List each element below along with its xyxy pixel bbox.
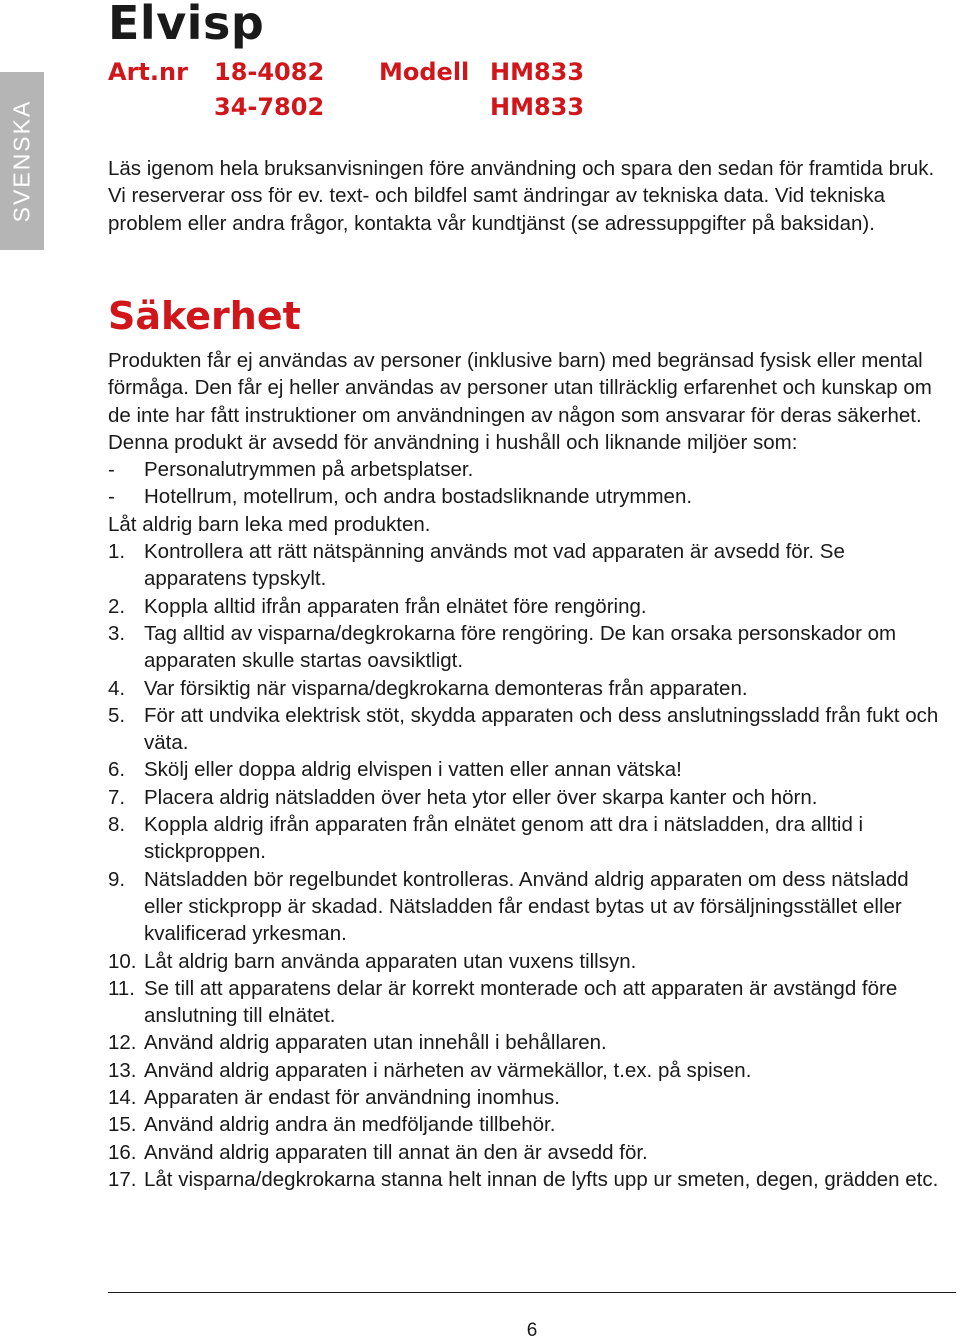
- rule-text: För att undvika elektrisk stöt, skydda apparaten och dess anslutningssladd från fukt och väta.: [144, 703, 939, 755]
- rule-number: 8.: [108, 813, 126, 837]
- rule-text: Se till att apparatens delar är korrekt monterade och att apparaten är avstängd före anslutning till elnätet.: [144, 976, 898, 1028]
- rule-text: Låt visparna/degkrokarna stanna helt innan de lyfts upp ur smeten, degen, grädden etc.: [144, 1167, 939, 1191]
- rule-number: 17.: [108, 1167, 137, 1191]
- rule-number: 6.: [108, 758, 126, 782]
- rule-text: Använd aldrig andra än medföljande tillbehör.: [144, 1113, 556, 1137]
- list-item: [108, 811, 950, 866]
- rule-text: Låt aldrig barn använda apparaten utan vuxens tillsyn.: [144, 949, 637, 973]
- rule-text: Nätsladden bör regelbundet kontrolleras. Använd aldrig apparaten om dess nätsladd eller stickpropp är skadad. Nätsladden får endast bytas ut av försäljningsstället eller kvalificerad yrkesman.: [144, 867, 909, 946]
- list-item: [108, 784, 950, 811]
- rule-text: Var försiktig när visparna/degkrokarna demonteras från apparaten.: [144, 676, 748, 700]
- rule-number: 7.: [108, 785, 126, 809]
- list-item: [108, 1166, 950, 1193]
- list-item: [108, 1057, 950, 1084]
- usage-intro: Denna produkt är avsedd för användning i hushåll och liknande miljöer som:: [108, 430, 798, 454]
- list-item: [108, 538, 950, 593]
- list-item: [108, 1029, 950, 1056]
- language-tab: [0, 72, 44, 250]
- dash-marker: -: [108, 458, 115, 482]
- list-item: [108, 975, 950, 1030]
- page-number: 6: [526, 1320, 538, 1341]
- safety-section: [108, 347, 950, 1193]
- rule-number: 9.: [108, 867, 126, 891]
- list-item: [108, 483, 950, 510]
- list-item: [108, 1139, 950, 1166]
- art-number-2: 34-7802: [214, 93, 325, 121]
- rule-text: Koppla aldrig ifrån apparaten från elnätet genom att dra i nätsladden, dra alltid i stickproppen.: [144, 813, 864, 864]
- footer-divider: [108, 1292, 956, 1293]
- art-number-label: Art.nr: [108, 58, 188, 86]
- list-item: [108, 675, 950, 702]
- rule-number: 2.: [108, 594, 126, 618]
- dash-marker: -: [108, 485, 115, 509]
- dash-item-text: Hotellrum, motellrum, och andra bostadsliknande utrymmen.: [144, 485, 693, 509]
- list-item: [108, 702, 950, 757]
- rule-text: Använd aldrig apparaten utan innehåll i behållaren.: [144, 1031, 607, 1055]
- rule-number: 4.: [108, 676, 126, 700]
- rule-text: Placera aldrig nätsladden över heta ytor eller över skarpa kanter och hörn.: [144, 785, 818, 809]
- list-item: [108, 620, 950, 675]
- list-item: [108, 456, 950, 483]
- rule-number: 5.: [108, 703, 126, 727]
- safety-paragraph: Produkten får ej användas av personer (inklusive barn) med begränsad fysisk eller mental förmåga. Den får ej heller användas av personer utan tillräcklig erfarenhet och kunskap om de inte har fått instruktioner om användningen av någon som ansvarar för deras säkerhet.: [108, 349, 932, 427]
- list-item: [108, 1084, 950, 1111]
- rule-number: 10.: [108, 949, 137, 973]
- rule-number: 12.: [108, 1031, 137, 1055]
- rule-text: Koppla alltid ifrån apparaten från elnätet före rengöring.: [144, 594, 647, 618]
- rule-text: Använd aldrig apparaten till annat än den är avsedd för.: [144, 1140, 648, 1164]
- rule-number: 11.: [108, 976, 135, 1000]
- rule-number: 16.: [108, 1140, 137, 1164]
- list-item: [108, 866, 950, 948]
- rule-number: 1.: [108, 540, 126, 564]
- safety-rules-list: [108, 538, 950, 1193]
- safety-heading: Säkerhet: [108, 294, 301, 338]
- model-1: HM833: [490, 58, 585, 86]
- rule-text: Använd aldrig apparaten i närheten av värmekällor, t.ex. på spisen.: [144, 1058, 752, 1082]
- list-item: [108, 756, 950, 783]
- model-2: HM833: [490, 93, 585, 121]
- language-tab-label: SVENSKA: [8, 99, 35, 223]
- rule-text: Apparaten är endast för användning inomhus.: [144, 1086, 560, 1110]
- rule-number: 14.: [108, 1086, 137, 1110]
- rule-text: Kontrollera att rätt nätspänning används mot vad apparaten är avsedd för. Se apparatens typskylt.: [144, 540, 845, 591]
- rule-number: 13.: [108, 1058, 137, 1082]
- list-item: [108, 1111, 950, 1138]
- rule-text: Tag alltid av visparna/degkrokarna före rengöring. De kan orsaka personskador om apparaten skulle startas oavsiktligt.: [144, 621, 897, 673]
- rule-text: Skölj eller doppa aldrig elvispen i vatten eller annan vätska!: [144, 758, 682, 782]
- rule-number: 3.: [108, 621, 126, 645]
- model-label: Modell: [379, 58, 470, 86]
- intro-paragraph: Läs igenom hela bruksanvisningen före användning och spara den sedan för framtida bruk. Vi reserverar oss för ev. text- och bildfel samt ändringar av tekniska data. Vid tekniska problem eller andra frågor, kontakta vår kundtjänst (se adressuppgifter på baksidan).: [108, 157, 935, 235]
- children-note: Låt aldrig barn leka med produkten.: [108, 512, 431, 536]
- dash-item-text: Personalutrymmen på arbetsplatser.: [144, 458, 474, 482]
- art-number-1: 18-4082: [214, 58, 325, 86]
- product-title: Elvisp: [108, 0, 265, 50]
- list-item: [108, 593, 950, 620]
- rule-number: 15.: [108, 1113, 137, 1137]
- list-item: [108, 948, 950, 975]
